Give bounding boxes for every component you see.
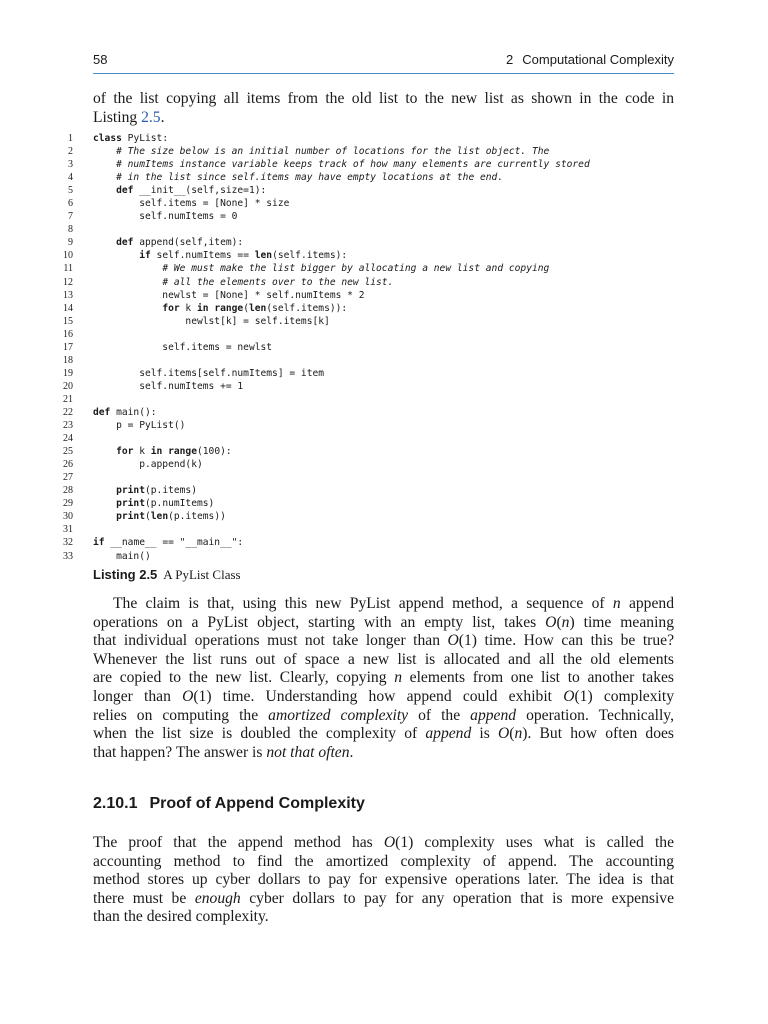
code-text (93, 302, 347, 315)
code-text (93, 484, 197, 497)
text-run: (1) time. How can this be true? (458, 632, 674, 650)
text-run: there must be (93, 889, 195, 907)
text-run: (1) complexity (574, 687, 674, 705)
code-text (93, 458, 203, 471)
code-token: newlst[k] = self.items[k] (93, 315, 330, 327)
text-line (93, 834, 674, 853)
code-line-number: 17 (63, 341, 73, 353)
code-token: append(self,item): (133, 237, 244, 249)
text-run: ) time meaning (569, 613, 674, 631)
code-text (93, 197, 289, 210)
italic-text: O (182, 687, 194, 705)
code-line-number: 4 (68, 172, 73, 184)
text-run: accounting method to find the amortized complexity of append. The accounting (93, 852, 674, 870)
code-token: (p.items) (145, 485, 197, 497)
code-line (59, 197, 679, 210)
text-line (93, 669, 674, 688)
italic-text: append (470, 706, 517, 724)
code-line (59, 145, 679, 158)
code-line-number: 7 (68, 211, 73, 223)
code-line-number: 15 (63, 315, 73, 327)
code-text (93, 158, 590, 171)
code-keyword: in (150, 446, 163, 458)
code-line (59, 184, 679, 197)
chapter-title: Computational Complexity (522, 52, 674, 67)
code-line-number: 10 (63, 250, 73, 262)
listing-caption (93, 567, 241, 583)
text-run: elements from one list to another takes (401, 669, 674, 687)
text-run: operation. Technically, (516, 706, 674, 724)
code-text (93, 445, 232, 458)
code-keyword: if (93, 537, 105, 549)
code-comment: # The size below is an initial number of locations for the list object. The (116, 146, 550, 158)
text-line (93, 595, 674, 614)
code-line-number: 5 (68, 185, 73, 197)
italic-text: n (394, 669, 402, 687)
code-token (93, 263, 162, 274)
code-token: ( (243, 302, 249, 314)
code-text (93, 236, 243, 249)
code-line-number: 29 (63, 498, 73, 510)
code-line-number: 8 (68, 224, 73, 236)
code-line (59, 523, 679, 536)
code-line (59, 276, 679, 289)
code-line-number: 14 (63, 302, 73, 314)
text-run: of the (408, 706, 471, 724)
code-line-number: 6 (68, 198, 73, 210)
text-run: The claim is that, using this new PyList append method, a sequence of (113, 595, 613, 612)
book-page (63, 0, 675, 1024)
code-line (59, 380, 679, 393)
italic-text: n (612, 595, 621, 612)
italic-text: append (425, 725, 472, 743)
code-line (59, 406, 679, 419)
code-line (59, 510, 679, 523)
code-token (93, 446, 116, 457)
code-token: (self.items)): (266, 302, 348, 314)
code-line-number: 33 (63, 550, 73, 562)
code-keyword: def (116, 185, 134, 197)
italic-text: O (545, 613, 557, 631)
code-token: self.numItems = 0 (93, 211, 238, 223)
text-run: relies on computing the (93, 706, 269, 724)
claim-paragraph (93, 595, 674, 762)
intro-paragraph (93, 90, 674, 127)
code-line-number: 2 (68, 146, 73, 158)
code-keyword: print (116, 511, 145, 523)
code-line-number: 28 (63, 485, 73, 497)
code-line (59, 471, 679, 484)
code-line (59, 419, 679, 432)
code-line (59, 328, 679, 341)
code-comment: # in the list since self.items may have empty locations at the end. (116, 172, 504, 184)
text-run: method stores up cyber dollars to pay for expensive operations later. The idea is that (93, 871, 674, 889)
code-text (93, 406, 157, 419)
code-line-number: 12 (63, 276, 73, 288)
code-token (93, 159, 116, 170)
italic-text: n (514, 725, 523, 743)
code-token (93, 185, 116, 196)
text-line (93, 853, 674, 872)
code-token (93, 277, 162, 288)
code-text (93, 419, 185, 432)
text-run: The proof that the append method has (93, 834, 384, 851)
code-text (93, 536, 243, 549)
code-token: p = PyList() (93, 420, 186, 432)
text-run: than the desired complexity. (93, 908, 269, 926)
code-line (59, 367, 679, 380)
code-line (59, 458, 679, 471)
code-keyword: if (139, 250, 151, 262)
listing-reference-link[interactable]: 2.5 (141, 108, 161, 126)
running-header (93, 52, 674, 72)
code-text (93, 315, 330, 328)
code-line-number: 24 (63, 433, 73, 445)
code-token (93, 237, 116, 248)
chapter-number: 2 (506, 52, 514, 67)
text-run: ( (509, 725, 515, 743)
section-title: Proof of Append Complexity (149, 795, 365, 812)
code-comment: # numItems instance variable keeps track of how many elements are currently stored (116, 159, 590, 171)
code-line-number: 31 (63, 524, 73, 536)
code-keyword: print (116, 498, 145, 510)
code-line (59, 445, 679, 458)
code-text (93, 145, 549, 158)
code-token: k (179, 302, 197, 314)
section-number: 2.10.1 (93, 795, 138, 812)
code-line-number: 32 (63, 537, 73, 549)
code-line-number: 11 (63, 263, 73, 275)
code-text (93, 210, 237, 223)
code-token: __init__(self,size=1): (133, 185, 267, 197)
code-listing (59, 132, 679, 563)
code-line (59, 393, 679, 406)
text-run: is (471, 725, 498, 743)
text-line (93, 651, 674, 670)
code-line (59, 262, 679, 275)
italic-text: O (563, 687, 575, 705)
code-token: k (133, 446, 151, 458)
text-run: are copied to the new list. Clearly, copying (93, 669, 395, 687)
code-token: self.items = newlst (93, 341, 273, 353)
code-token: self.items = [None] * size (93, 198, 290, 210)
italic-text: O (383, 834, 396, 851)
italic-text: enough (194, 889, 241, 907)
italic-text: not that often (266, 743, 350, 761)
code-line-number: 19 (63, 367, 73, 379)
code-token: self.numItems += 1 (93, 380, 244, 392)
text-run: ( (556, 613, 562, 631)
code-line (59, 536, 679, 549)
code-line-number: 22 (63, 406, 73, 418)
text-line (93, 744, 674, 763)
code-line (59, 354, 679, 367)
text-line (93, 725, 674, 744)
code-line (59, 223, 679, 236)
code-keyword: len (150, 511, 169, 523)
code-line (59, 484, 679, 497)
text-run: . (349, 743, 354, 761)
header-rule (93, 73, 674, 74)
code-line-number: 1 (68, 133, 73, 144)
code-line (59, 236, 679, 249)
code-line-number: 20 (63, 380, 73, 392)
code-text (93, 341, 272, 354)
code-line-number: 26 (63, 459, 73, 471)
code-keyword: len (248, 302, 267, 314)
code-keyword: len (254, 250, 273, 262)
text-run: that individual operations must not take longer than (93, 632, 448, 650)
text-run: append (620, 595, 674, 612)
text-line (93, 871, 674, 890)
code-token: newlst = [None] * self.numItems * 2 (93, 289, 365, 301)
code-text (93, 132, 168, 145)
code-text (93, 276, 393, 289)
code-keyword: class (93, 133, 122, 144)
code-line (59, 171, 679, 184)
code-token: PyList: (121, 133, 169, 144)
caption-label: Listing 2.5 (93, 567, 158, 582)
intro-line-2 (93, 109, 674, 128)
code-line (59, 132, 679, 145)
text-run: (1) time. Understanding how append could exhibit (193, 687, 564, 705)
code-line (59, 302, 679, 315)
section-heading (93, 795, 365, 813)
code-text (93, 367, 324, 380)
code-text (93, 510, 226, 523)
code-text (93, 550, 151, 563)
code-line-number: 30 (63, 511, 73, 523)
code-line (59, 341, 679, 354)
code-keyword: range (168, 446, 197, 458)
code-line (59, 249, 679, 262)
code-line (59, 497, 679, 510)
text-line (93, 890, 674, 909)
code-token (93, 172, 116, 183)
code-text (93, 262, 549, 275)
intro-line-2-text: Listing (93, 108, 142, 126)
code-token: self.numItems == (150, 250, 255, 262)
italic-text: O (498, 725, 510, 743)
text-run: when the list size is doubled the complexity of (93, 725, 426, 743)
code-keyword: range (214, 302, 244, 314)
code-keyword: def (116, 237, 134, 249)
code-token: main(): (110, 406, 157, 418)
intro-line-2-period: . (160, 108, 165, 126)
code-token: (p.numItems) (145, 498, 215, 510)
code-token: __name__ == "__main__": (104, 537, 244, 549)
chapter-heading (506, 52, 674, 67)
code-keyword: print (116, 485, 145, 497)
code-token (93, 498, 116, 509)
code-text (93, 184, 266, 197)
text-line (93, 688, 674, 707)
code-line-number: 23 (63, 420, 73, 432)
code-token (93, 250, 139, 261)
code-keyword: def (93, 406, 111, 418)
code-token: ( (145, 511, 151, 523)
code-token: (p.items)) (168, 511, 226, 523)
code-token: (100): (197, 446, 232, 458)
text-run: Whenever the list runs out of space a new list is allocated and all the old elements (93, 650, 674, 668)
code-comment: # all the elements over to the new list. (162, 276, 394, 288)
text-run: longer than (93, 687, 183, 705)
italic-text: O (447, 632, 459, 650)
code-token (93, 485, 116, 496)
page-number: 58 (93, 52, 108, 67)
proof-paragraph (93, 834, 674, 927)
text-run: that happen? The answer is (93, 743, 267, 761)
code-line-number: 27 (63, 472, 73, 484)
text-run: cyber dollars to pay for any operation that is more expensive (240, 889, 675, 907)
code-keyword: in (196, 302, 209, 314)
text-run: ). But how often does (522, 725, 674, 743)
code-line-number: 21 (63, 393, 73, 405)
text-line (93, 632, 674, 651)
text-line (93, 707, 674, 726)
code-line (59, 432, 679, 445)
code-line (59, 158, 679, 171)
code-token: p.append(k) (93, 459, 203, 471)
italic-text: n (561, 613, 570, 631)
code-text (93, 171, 503, 184)
code-token (93, 146, 116, 157)
code-text (93, 249, 347, 262)
italic-text: amortized complexity (268, 706, 409, 724)
text-line (93, 908, 674, 927)
code-token: self.items[self.numItems] = item (93, 367, 325, 379)
code-line (59, 210, 679, 223)
code-line-number: 13 (63, 289, 73, 301)
code-token (93, 511, 116, 522)
caption-text: A PyList Class (163, 567, 241, 582)
intro-line-1: of the list copying all items from the old list to the new list as shown in the code in (93, 90, 674, 107)
code-line (59, 550, 679, 563)
code-token: main() (93, 550, 151, 562)
code-keyword: for (116, 446, 134, 458)
code-text (93, 497, 214, 510)
code-text (93, 380, 243, 393)
code-text (93, 289, 364, 302)
code-line-number: 9 (68, 237, 73, 249)
text-line (93, 614, 674, 633)
code-line-number: 16 (63, 328, 73, 340)
code-line-number: 18 (63, 354, 73, 366)
code-keyword: for (162, 302, 180, 314)
text-run: (1) complexity uses what is called the (395, 834, 674, 851)
code-comment: # We must make the list bigger by allocating a new list and copying (162, 263, 550, 275)
text-run: operations on a PyList object, starting with an empty list, takes (93, 613, 546, 631)
code-token: (self.items): (272, 250, 348, 262)
code-line-number: 3 (68, 159, 73, 171)
code-line (59, 289, 679, 302)
code-token (93, 303, 162, 314)
code-line-number: 25 (63, 446, 73, 458)
code-line (59, 315, 679, 328)
